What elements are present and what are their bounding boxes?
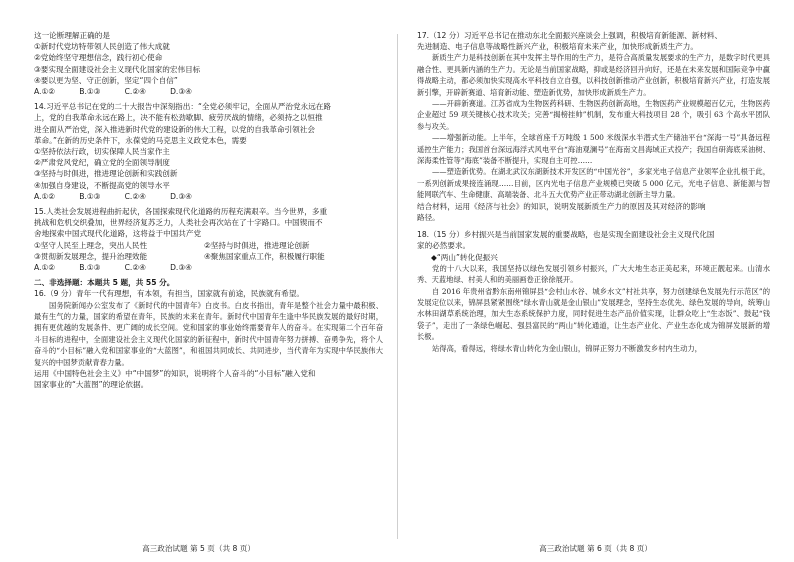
exam-page-6 [397, 0, 794, 562]
q18-head-line-1: 18.（15 分）乡村振兴是当前国家发展的重要战略，也是实现全面建设社会主义现代化国 [417, 230, 715, 240]
q13-choice-4: ④要以更为坚、守正创新，坚定“四个自信” [34, 75, 178, 85]
q14-answer-options: A.①② B.①③ C.②④ D.③④ [34, 191, 192, 201]
q18-material-3: 站得高，看得远，将绿水青山转化为金山银山，锦屏正努力不断激发乡村内生动力， [432, 343, 702, 353]
q14-line-4: 革命。”在新的历史条件下，永葆党的马克思主义政党本色，需要 [34, 135, 247, 145]
q13-choice-2: ②党始终坚守理想信念，践行初心使命 [34, 53, 163, 63]
q16-material: 国务院新闻办公室发布了《新时代的中国青年》白皮书。白皮书指出，青年是整个社会力量中最积极、最有生气的力量，国家的希望在青年，民族的未来在青年。新时代中国青年生逢中华民族发展的最好时期，拥有更优越的发展条件、更广阔的成长空间。党和国家的事业始终需要青年人的奋斗。在实现第二个百年奋斗目标的进程中，全面建设社会主义现代化国家的新征程中，新时代中国青年努力拼搏、奋勇争先，将个人奋斗的“小目标”融入党和国家事业的“大蓝图”，和祖国共同成长、共同进步，当代青年为实现中华民族伟大复兴的中国梦贡献青春力量。 [34, 300, 383, 367]
q14-line-1: 14.习近平总书记在党的二十大报告中深刻指出：“全党必须牢记，全面从严治党永远在路 [34, 102, 331, 112]
q14-line-3: 进全面从严治党，深入推进新时代党的建设新的伟大工程，以党的自我革命引领社会 [34, 124, 315, 134]
q17-material-2: ——增强新动能。上半年，全球首座千万吨级 1 500 米级深水半潜式生产储油平台“深海一号”具备远程遥控生产能力；我国首台深远海浮式风电平台“海油观澜号”在海南文昌海域正式投产；我国自研海底采油树、深海柔性管等“海底”装备不断提升，实现自主可控…… [417, 133, 770, 166]
q14-choice-1: ①坚持依法行政，切实保障人民当家作主 [34, 147, 170, 157]
q13-choice-3: ③要实现全面建设社会主义现代化国家的宏伟目标 [34, 64, 201, 74]
q13-stem: 这一论断理解正确的是 [34, 31, 110, 40]
q17-head-line-2: 先进制造、电子信息等战略性新兴产业，积极培育未来产业，加快形成新质生产力。 [417, 42, 698, 52]
q15-choice-2: ②坚持与时俱进，推进理论创新 [204, 240, 310, 250]
q18-material-2: 自 2016 年贵州省黔东南州锦屏县“会村山水谷、城乡水文”村社共享，努力创建绿色发展先行示范区”的发展定位以来，锦屏县紧紧围绕“绿水青山就是金山银山”发展理念，坚持生态优先、绿色发展的导向，统筹山水林田湖草系统治理，加大生态系统保护力度，同时促进生态产品价值实现，让群众吃上“生态饭”、鼓起“钱袋子”，走出了一条绿色崛起、强县富民的“两山”转化通道，让生态产业化、产业生态化成为锦屏发展新的增长极。 [417, 286, 770, 342]
q15-choice-3: ③贯彻新发展理念，提升治理效能 [34, 251, 148, 261]
q17-task-line-1: 结合材料，运用《经济与社会》的知识，说明发展新质生产力的原因及其对经济的影响 [417, 201, 706, 211]
q13-choice-1: ①新时代党坊特带领人民创造了伟大成就 [34, 42, 170, 52]
q15-line-1: 15.人类社会发展进程曲折起伏，各国探索现代化道路的历程充满艰辛。当今世界，多重 [34, 207, 328, 217]
q17-task-line-2: 路径。 [417, 212, 440, 222]
q14-choice-2: ②严肃党风党纪，确立党的全面领导制度 [34, 158, 170, 168]
q18-head-line-2: 家的必然要求。 [417, 241, 471, 251]
q18-material-1: 党的十八大以来，我国坚持以绿色发展引领乡村振兴，广大大地生态正美起来，环境正靓起来。山清水秀、天蓝地绿、村美人和的美丽画卷正徐徐展开。 [417, 263, 770, 285]
q15-choices-row-1 [34, 240, 383, 251]
q15-answer-options: A.①② B.①③ C.②④ D.③④ [34, 263, 192, 273]
q17-intro: 新质生产力是科技创新在其中发挥主导作用的生产力，是符合高质量发展要求的生产力，是数字时代更具融合性、更具新内涵的生产力。无论是当前国家战略，抑或是经济回升向好，还是在未来发展和国际竞争中赢得战略主动，都必须加快实现高水平科技自立自强，以科技创新推动产业创新，积极培育新兴产业，打造发展新引擎，开辟新赛道、培育新动能、塑造新优势，加快形成新质生产力。 [417, 53, 770, 97]
q18-subheading: ◆“两山”转化促振兴 [431, 252, 498, 262]
page-footer-right: 高三政治试题 第 6 页（共 8 页） [539, 544, 652, 553]
q17-material-1: ——开辟新赛道。江苏省成为生物医药科研、生物医药创新高地，生物医药产业规模超百亿元，生物医药企业超过 59 项关键核心技术攻关；完善“揭榜挂帅”机制，发布重大科技项目 28 个，吸引 63 个高水平团队参与攻关。 [417, 99, 770, 131]
q15-choice-1: ①坚守人民至上理念，突出人民性 [34, 240, 148, 250]
q17-head-line-1: 17.（12 分）习近平总书记在推动东北全面振兴座谈会上强调，积极培育新能源、新材料、 [417, 31, 723, 40]
q15-line-3: 舍地探索中国式现代化道路，这将益于中国共产党 [34, 229, 202, 239]
section-2-heading: 二、非选择题：本题共 5 题，共 55 分。 [34, 278, 175, 288]
q15-choice-4: ④聚焦国家重点工作，积极履行职能 [204, 251, 325, 261]
page-footer-left: 高三政治试题 第 5 页（共 8 页） [142, 544, 255, 553]
q15-line-2: 挑战和危机交织叠加，世界经济复苏乏力，人类社会再次站在了十字路口。中国锲而不 [34, 218, 323, 228]
q14-choice-3: ③坚持与时俱进，推进理论创新和实践创新 [34, 169, 178, 179]
q14-choice-4: ④加强自身建设，不断提高党的领导水平 [34, 180, 170, 190]
q16-task-line-1: 运用《中国特色社会主义》中“中国梦”的知识，说明将个人奋斗的“小目标”融入党和 [34, 369, 316, 379]
q15-choices-row-2 [34, 251, 383, 262]
q17-material-3: ——塑造新优势。在湖北武汉东湖新技术开发区的“中国光谷”，多家光电子信息产业领军企业扎根于此，一系列创新成果接连涌现……目前，区内光电子信息产业规模已突破 5 000 亿元，光电子信息、新能源与智能网联汽车、生命健康、高端装备、北斗五大优势产业正带动湖北创新主导力量。 [417, 167, 770, 200]
q13-answer-options: A.①② B.①③ C.②④ D.③④ [34, 87, 192, 97]
q14-line-2: 上，党的自我革命永远在路上，决不能有松劲歇脚、疲劳厌战的情绪，必须持之以恒推 [34, 113, 323, 123]
q16-head: 16.（9 分）青年一代有理想，有本领，有担当，国家就有前途，民族就有希望。 [34, 289, 304, 299]
q16-task-line-2: 国家事业的“大蓝图”的理论依据。 [34, 380, 149, 390]
